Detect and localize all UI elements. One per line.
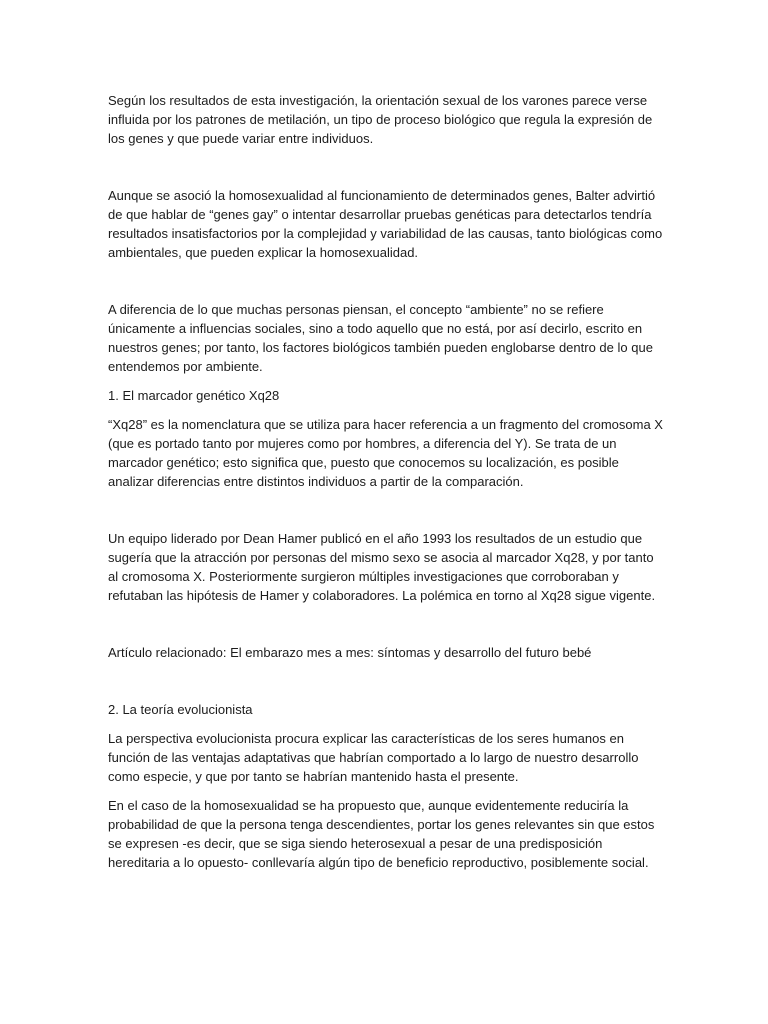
paragraph-evolucionista: La perspectiva evolucionista procura explicar las características de los seres humanos en función de las ventajas adaptativas que habrían comportado a lo largo de nuestro desarrollo como especie, y que por tanto se habrían mantenido hasta el presente. — [108, 731, 639, 784]
paragraph-hamer: Un equipo liderado por Dean Hamer publicó en el año 1993 los resultados de un estudio que sugería que la atracción por personas del mismo sexo se asocia al marcador Xq28, y por tanto al cromosoma X. Posteriormente surgieron múltiples investigaciones que corroboraban y refutaban las hipótesis de Hamer y colaboradores. La polémica en torno al Xq28 sigue vigente. — [108, 531, 656, 603]
paragraph-xq28-definition: “Xq28” es la nomenclatura que se utiliza para hacer referencia a un fragmento del cromosoma X (que es portado tanto por mujeres como por hombres, a diferencia del Y). Se trata de un marcador genético; esto significa que, puesto que conocemos su localización, es posible analizar diferencias entre distintos individuos a partir de la comparación. — [108, 417, 663, 489]
section-heading-xq28: 1. El marcador genético Xq28 — [108, 388, 280, 403]
paragraph-homosexualidad-beneficio: En el caso de la homosexualidad se ha propuesto que, aunque evidentemente reduciría la probabilidad de que la persona tenga descendientes, portar los genes relevantes sin que estos se expresen -es decir, que se siga siendo heterosexual a pesar de una predisposición hereditaria a lo opuesto- conllevaría algún tipo de beneficio reproductivo, posiblemente social. — [108, 798, 655, 870]
document-page — [108, 91, 664, 872]
paragraph-methylation: Según los resultados de esta investigación, la orientación sexual de los varones parece verse influida por los patrones de metilación, un tipo de proceso biológico que regula la expresión de los genes y que puede variar entre individuos. — [108, 93, 653, 146]
paragraph-ambiente: A diferencia de lo que muchas personas piensan, el concepto “ambiente” no se refiere únicamente a influencias sociales, sino a todo aquello que no está, por así decirlo, escrito en nuestros genes; por tanto, los factores biológicos también pueden englobarse dentro de lo que entendemos por ambiente. — [108, 302, 653, 374]
paragraph-balter: Aunque se asoció la homosexualidad al funcionamiento de determinados genes, Balter advirtió de que hablar de “genes gay” o intentar desarrollar pruebas genéticas para detectarlos tendría resultados insatisfactorios por la complejidad y variabilidad de las causas, tanto biológicas como ambientales, que pueden explicar la homosexualidad. — [108, 188, 663, 260]
related-article-line: Artículo relacionado: El embarazo mes a mes: síntomas y desarrollo del futuro bebé — [108, 645, 592, 660]
section-heading-evolucionista: 2. La teoría evolucionista — [108, 702, 253, 717]
